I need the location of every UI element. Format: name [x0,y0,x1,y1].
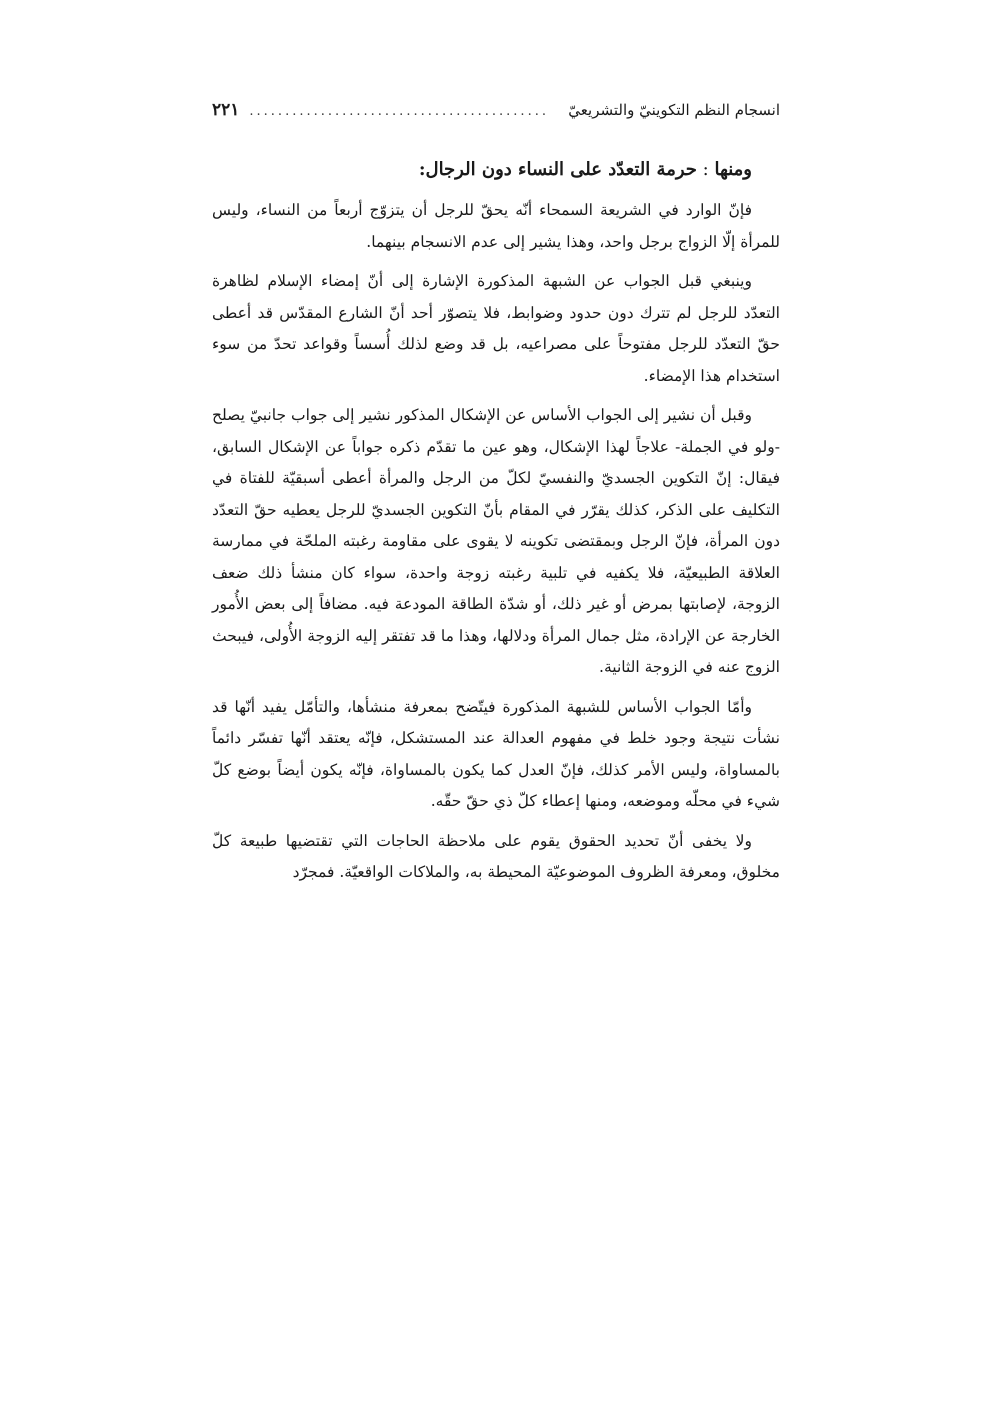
leader-dots: .......................................... [249,104,549,119]
paragraph: وأمّا الجواب الأساس للشبهة المذكورة فيتّضح بمعرفة منشأها، والتأمّل يفيد أنّها قد نشأت نتيجة وجود خلط في مفهوم العدالة عند المستشكل، فإنّه يعتقد أنّها تفسّر دائماً بالمساواة، وليس الأمر كذلك، فإنّ العدل كما يكون بالمساواة، فإنّه يكون أيضاً بوضع كلّ شيء في محلّه وموضعه، ومنها إعطاء كلّ ذي حقّ حقّه. [212,697,780,810]
paragraph: ولا يخفى أنّ تحديد الحقوق يقوم على ملاحظة الحاجات التي تقتضيها طبيعة كلّ مخلوق، ومعرفة الظروف الموضوعيّة المحيطة به، والملاكات الواقعيّة. فمجرّد [212,831,780,881]
book-page [212,0,780,1403]
paragraph: فإنّ الوارد في الشريعة السمحاء أنّه يحقّ للرجل أن يتزوّج أربعاً من النساء، وليس للمرأة إلّا الزواج برجل واحد، وهذا يشير إلى عدم الانسجام بينهما. [212,201,780,251]
page-number: ٢٢١ [212,100,240,120]
page-body [212,155,780,897]
section-title: حرمة التعدّد على النساء دون الرجال: [418,159,697,180]
paragraph: وقبل أن نشير إلى الجواب الأساس عن الإشكال المذكور نشير إلى جواب جانبيّ يصلح -ولو في الجملة- علاجاً لهذا الإشكال، وهو عين ما تقدّم ذكره جواباً عن الإشكال السابق، فيقال: إنّ التكوين الجسديّ والنفسيّ لكلّ من الرجل والمرأة أعطى أسبقيّة للفتاة في التكليف على الذكر، كذلك يقرّر في المقام بأنّ التكوين الجسديّ للرجل يعطيه حقّ التعدّد دون المرأة، فإنّ الرجل وبمقتضى تكوينه لا يقوى على مقاومة رغبته الملحّة في ممارسة العلاقة الطبيعيّة، فلا يكفيه في تلبية رغبته زوجة واحدة، سواء كان منشأ ذلك ضعف الزوجة، لإصابتها بمرض أو غير ذلك، أو شدّة الطاقة المودعة فيه. مضافاً إلى بعض الأُمور الخارجة عن الإرادة، مثل جمال المرأة ودلالها، وهذا ما قد تفتقر إليه الزوجة الأُولى، فيبحث الزوج عنه في الزوجة الثانية. [212,406,780,676]
section-heading [212,155,780,185]
running-header [212,100,780,130]
section-lead: ومنها [714,159,752,180]
running-title: انسجام النظم التكوينيّ والتشريعيّ [568,101,780,119]
section-separator: : [702,159,709,180]
paragraph: وينبغي قبل الجواب عن الشبهة المذكورة الإشارة إلى أنّ إمضاء الإسلام لظاهرة التعدّد للرجل لم تترك دون حدود وضوابط، فلا يتصوّر أحد أنّ الشارع المقدّس قد أعطى حقّ التعدّد للرجل مفتوحاً على مصراعيه، بل قد وضع لذلك أُسساً وقواعد تحدّ من سوء استخدام هذا الإمضاء. [212,272,780,385]
